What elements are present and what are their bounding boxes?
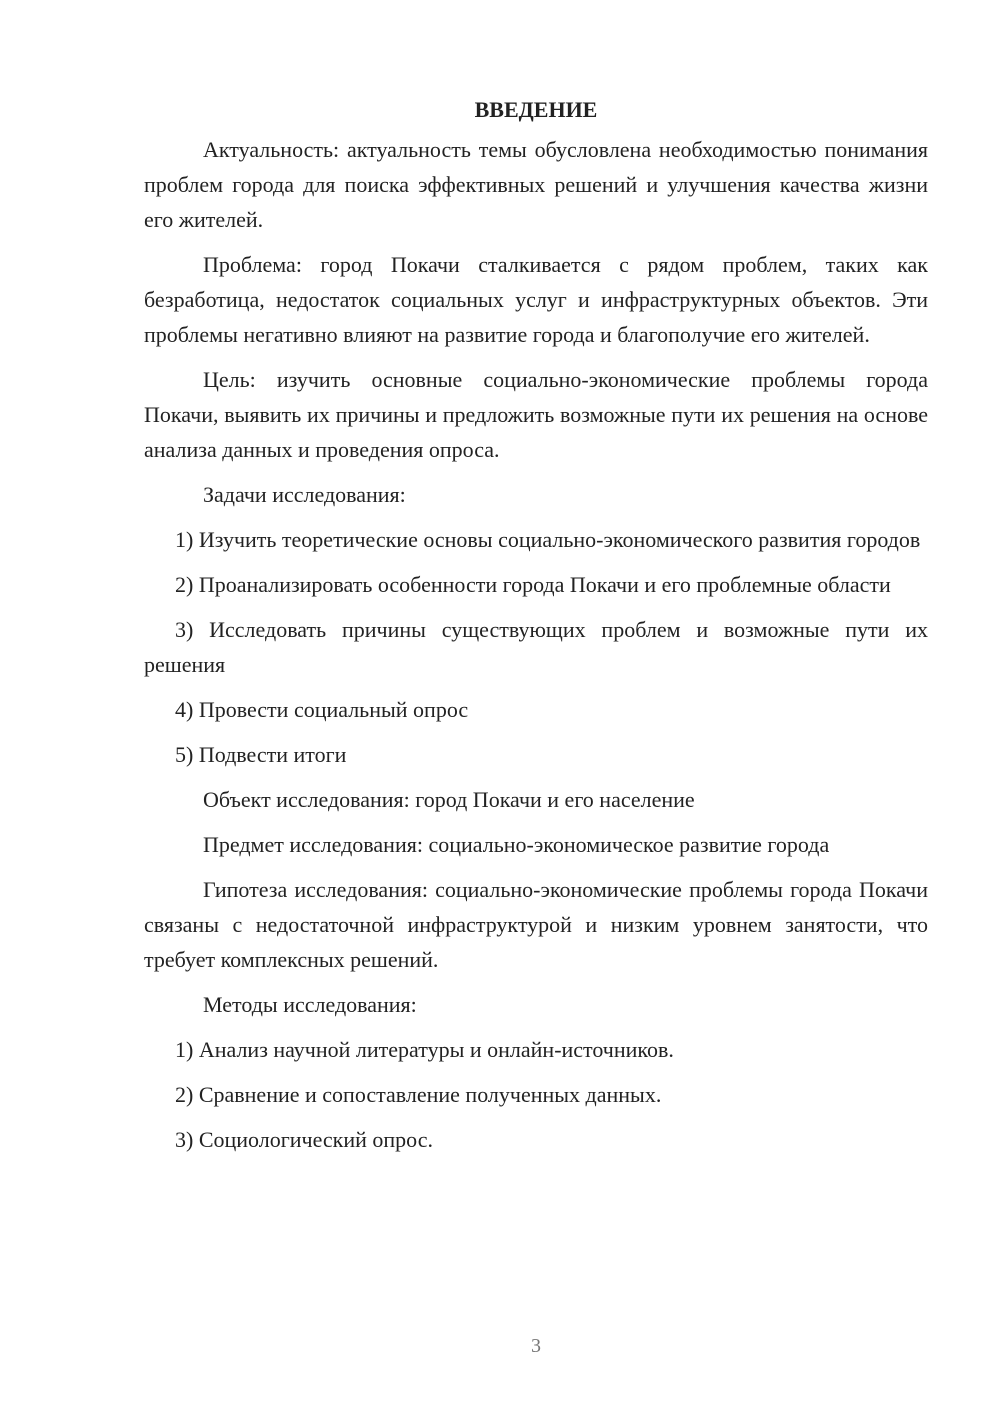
goal-paragraph: Цель: изучить основные социально-экономические проблемы города Покачи, выявить их причины и предложить возможные пути их решения на основе анализа данных и проведения опроса. <box>144 367 928 462</box>
task-item: 4) Провести социальный опрос <box>175 697 469 722</box>
subject-paragraph: Предмет исследования: социально-экономическое развитие города <box>203 832 830 857</box>
method-item: 3) Социологический опрос. <box>175 1127 433 1152</box>
problem-paragraph: Проблема: город Покачи сталкивается с рядом проблем, таких как безработица, недостаток социальных услуг и инфраструктурных объектов. Эти проблемы негативно влияют на развитие города и благополучие его жителей. <box>144 252 928 347</box>
section-title: ВВЕДЕНИЕ <box>474 97 598 122</box>
relevance-paragraph: Актуальность: актуальность темы обусловлена необходимостью понимания проблем города для поиска эффективных решений и улучшения качества жизни его жителей. <box>144 137 928 232</box>
object-paragraph: Объект исследования: город Покачи и его население <box>203 787 695 812</box>
method-item: 1) Анализ научной литературы и онлайн-источников. <box>175 1037 674 1062</box>
task-item: 2) Проанализировать особенности города Покачи и его проблемные области <box>175 572 891 597</box>
page-number: 3 <box>531 1335 541 1357</box>
document-page <box>144 92 928 1167</box>
method-item: 2) Сравнение и сопоставление полученных данных. <box>175 1082 662 1107</box>
tasks-heading: Задачи исследования: <box>203 482 406 507</box>
hypothesis-paragraph: Гипотеза исследования: социально-экономические проблемы города Покачи связаны с недостаточной инфраструктурой и низким уровнем занятости, что требует комплексных решений. <box>144 877 928 972</box>
methods-heading: Методы исследования: <box>203 992 417 1017</box>
task-item: 3) Исследовать причины существующих проблем и возможные пути их решения <box>144 617 928 677</box>
task-item: 5) Подвести итоги <box>175 742 347 767</box>
task-item: 1) Изучить теоретические основы социально-экономического развития городов <box>175 527 921 552</box>
